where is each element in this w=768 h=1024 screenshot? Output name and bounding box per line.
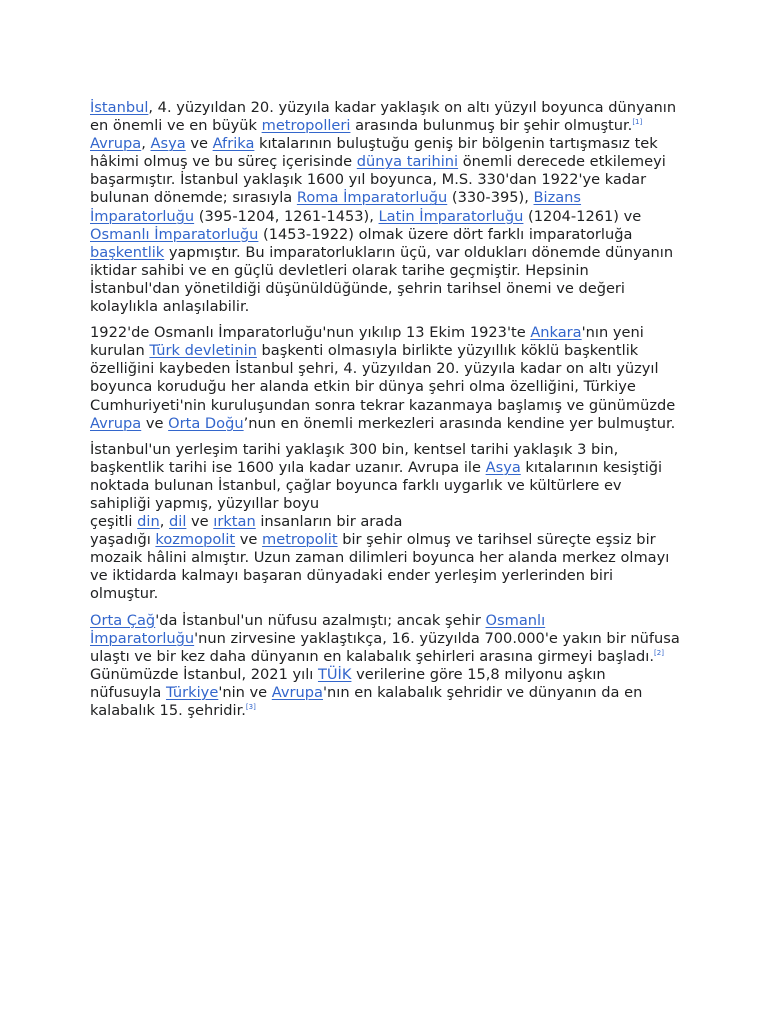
article-link[interactable]: Orta Çağ	[90, 611, 156, 629]
article-link[interactable]: Asya	[485, 458, 521, 476]
article-link[interactable]: Türk devletinin	[149, 342, 257, 360]
paragraph-text: İstanbul'un yerleşim tarihi yaklaşık 300 bin, kentsel tarihi yaklaşık 3 bin, başkentlik tarihi ise 1600 yıla kadar uzanır. Avrupa ile	[90, 440, 619, 476]
paragraph-text: Günümüzde İstanbul, 2021 yılı	[90, 665, 318, 683]
paragraph-text: 'nun zirvesine yaklaştıkça, 16. yüzyılda 700.000'e yakın bir nüfusa ulaştı ve bir kez daha dünyanın en kalabalık şehirleri arasına girmeyi başladı.	[90, 629, 680, 665]
paragraph-text: ve	[141, 414, 169, 432]
paragraph-text: insanların bir arada	[255, 513, 403, 531]
citation-ref	[654, 649, 664, 657]
article-link[interactable]: Asya	[150, 135, 186, 153]
article-link[interactable]: metropolit	[262, 531, 338, 549]
paragraph-text: (395-1204, 1261-1453),	[194, 207, 379, 225]
paragraph-text: , 4. yüzyıldan 20. yüzyıla kadar yaklaşık on altı yüzyıl boyunca dünyanın en önemli ve en büyük	[90, 99, 677, 135]
paragraph-text: (1453-1922) olmak üzere dört farklı imparatorluğa	[258, 225, 633, 243]
paragraph-text: (1204-1261) ve	[523, 207, 642, 225]
article-body	[90, 99, 680, 728]
article-link[interactable]: İstanbul	[90, 99, 149, 116]
article-link[interactable]: dünya tarihini	[356, 153, 459, 171]
citation-link[interactable]: [3]	[245, 703, 256, 711]
article-link[interactable]: Ankara	[530, 324, 582, 342]
article-link[interactable]: Osmanlı İmparatorluğu	[90, 611, 546, 647]
paragraph-text: (330-395),	[447, 189, 534, 207]
article-link[interactable]: ırktan	[213, 513, 256, 531]
article-paragraph	[90, 324, 680, 433]
article-link[interactable]: metropolleri	[261, 117, 351, 135]
article-link[interactable]: Osmanlı İmparatorluğu	[90, 225, 259, 243]
article-paragraph	[90, 441, 680, 604]
citation-link[interactable]: [2]	[654, 648, 664, 657]
paragraph-text: ,	[141, 135, 151, 153]
article-paragraph	[90, 612, 680, 721]
article-paragraph	[90, 99, 680, 316]
paragraph-text: yapmıştır. Bu imparatorlukların üçü, var oldukları dönemde dünyanın iktidar sahibi ve en güçlü devletleri olarak tarihe geçmiştir. Hepsinin İstanbul'dan yönetildiği düşünüldüğünde, şehrin tarihsel önemi ve değeri kolaylıkla anlaşılabilir.	[90, 243, 674, 316]
article-link[interactable]: kozmopolit	[155, 531, 236, 549]
paragraph-text: ve	[185, 135, 213, 153]
paragraph-text: ’nun en önemli merkezleri arasında kendine yer bulmuştur.	[243, 414, 676, 432]
article-link[interactable]: Bizans İmparatorluğu	[90, 189, 582, 225]
article-link[interactable]: Avrupa	[271, 683, 324, 701]
paragraph-text: 'da İstanbul'un nüfusu azalmıştı; ancak şehir	[155, 611, 486, 629]
paragraph-text: ,	[159, 513, 169, 531]
paragraph-text: arasında bulunmuş bir şehir olmuştur.	[350, 117, 633, 135]
paragraph-text: başkenti olmasıyla birlikte yüzyıllık köklü başkentlik özelliğini kaybeden İstanbul şehri, 4. yüzyıldan 20. yüzyıla kadar on altı yüzyıl boyunca koruduğu her alanda etkin bir dünya şehri olma özelliğini, Türkiye Cumhuriyeti'nin kuruluşundan sonra tekrar kazanmaya başlamış ve günümüzde	[90, 342, 676, 414]
article-link[interactable]: Roma İmparatorluğu	[296, 189, 448, 207]
paragraph-text: yaşadığı	[90, 531, 156, 549]
paragraph-text: verilerine göre 15,8 milyonu aşkın nüfusuyla	[90, 665, 606, 701]
article-link[interactable]: Orta Doğu	[168, 414, 244, 432]
article-link[interactable]: Afrika	[212, 135, 255, 153]
citation-ref	[632, 118, 642, 126]
paragraph-text: bir şehir olmuş ve tarihsel süreçte eşsiz bir mozaik hâlini almıştır. Uzun zaman dilimleri boyunca her alanda merkez olmayı ve iktidarda kalmayı başaran dünyadaki ender yerleşim yerlerinden biri olmuştur.	[90, 531, 670, 603]
paragraph-text: kıtalarının kesiştiği noktada bulunan İstanbul, çağlar boyunca farklı uygarlık ve kültürlere ev sahipliği yapmış, yüzyıllar boyu	[90, 458, 663, 512]
paragraph-text: ve	[235, 531, 263, 549]
article-link[interactable]: Avrupa	[90, 414, 142, 432]
citation-link[interactable]: [1]	[632, 118, 643, 127]
paragraph-text: önemli derecede etkilemeyi başarmıştır. İstanbul yaklaşık 1600 yıl boyunca, M.S. 330'dan 1922'ye kadar bulunan dönemde; sırasıyla	[90, 153, 666, 207]
paragraph-text: 'nin ve	[218, 683, 272, 701]
paragraph-text: ve	[186, 513, 214, 531]
article-link[interactable]: dil	[169, 513, 187, 531]
paragraph-text: 1922'de Osmanlı İmparatorluğu'nun yıkılıp 13 Ekim 1923'te	[90, 324, 531, 342]
paragraph-text: çeşitli	[90, 513, 138, 531]
article-link[interactable]: Avrupa	[90, 135, 142, 153]
paragraph-text: kıtalarının buluştuğu geniş bir bölgenin tartışmasız tek hâkimi olmuş ve bu süreç içerisinde	[90, 135, 658, 171]
article-link[interactable]: başkentlik	[90, 243, 165, 261]
article-link[interactable]: Türkiye	[166, 683, 219, 701]
citation-ref	[246, 703, 256, 711]
paragraph-text: 'nın yeni kurulan	[90, 324, 644, 360]
paragraph-text: 'nın en kalabalık şehridir ve dünyanın da en kalabalık 15. şehridir.	[90, 683, 643, 719]
article-link[interactable]: din	[137, 513, 160, 531]
article-link[interactable]: Latin İmparatorluğu	[378, 207, 524, 225]
article-link[interactable]: TÜİK	[317, 665, 352, 683]
